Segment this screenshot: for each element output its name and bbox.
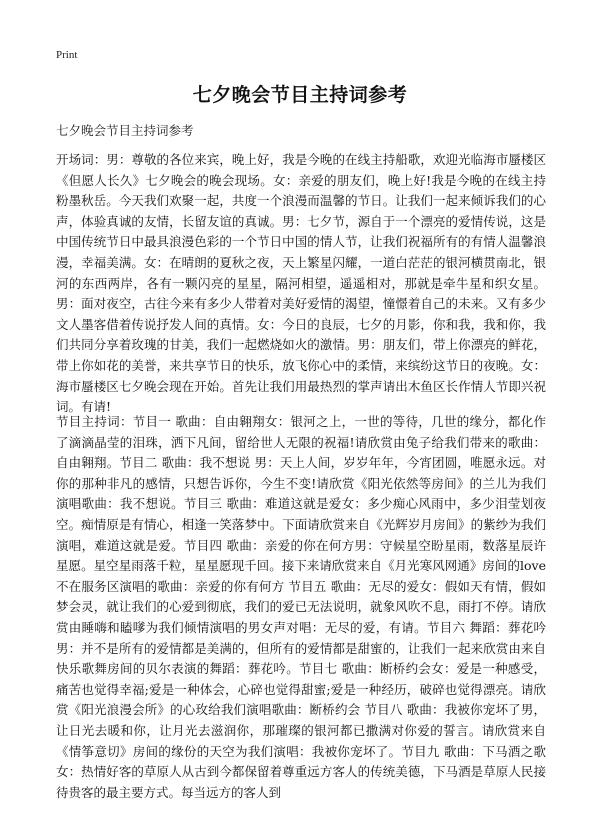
program-paragraph: 节目主持词：节目一 歌曲：自由翱翔女：银河之上，一世的等待，几世的缘分，都化作了滴滴晶莹的泪珠，洒下凡间，留给世人无限的祝福!请欣赏由兔子给我们带来的歌曲：自由翱翔。节目二 歌曲：我不想说 男：天上人间，岁岁年年，今宵团圆，唯愿永远。对你的那种非凡的感情，只想告诉你，今生不变!请欣赏《阳光依然等房间》的兰儿为我们演唱歌曲：我不想说。节目三 歌曲：难道这就是爱女：多少痴心风雨中，多少泪莹划夜空。痴情原是有情心，相逢一笑落梦中。下面请欣赏来自《光辉岁月房间》的紫纱为我们演唱，难道这就是爱。节目四 歌曲：亲爱的你在何方男：守候星空盼星雨，数落星辰许星愿。星空星雨落千粒，星星愿现千回。接下来请欣赏来自《月光寒风网通》房间的love不在服务区演唱的歌曲：亲爱的你有何方 节目五 歌曲：无尽的爱女：假如天有情，假如梦会灵，就让我们的心爱到彻底，我们的爱已无法说明，就象风吹不息，雨打不停。请欣赏由睡嗨和瞌嗲为我们倾情演唱的男女声对唱：无尽的爱，有请。节目六 舞蹈：葬花吟男：并不是所有的爱情都是美满的，但所有的爱情都是甜蜜的，让我们一起来欣赏由来自快乐歌舞房间的贝尔表演的舞蹈：葬花吟。节目七 歌曲：断桥约会女：爱是一种感受，痛苦也觉得幸福;爱是一种体会，心碎也觉得甜蜜;爱是一种经历，破碎也觉得漂亮。请欣赏《阳光浪漫会所》的心玫给我们演唱歌曲：断桥约会 节目八 歌曲：我被你宠坏了男，让日光去暖和你，让月光去滋润你，那璀璨的银河都已撒满对你爱的誓言。请欣赏来自《情筝意切》房间的缘份的天空为我们演唱：我被你宠坏了。节目九 歌曲：下马酒之歌女：热情好客的草原人从古到今都保留着尊重远方客人的传统美德，下马酒是草原人民接待贵客的最主要方式。每当远方的客人到 bbox=[56, 414, 546, 800]
document-title: 七夕晚会节目主持词参考 bbox=[192, 84, 408, 106]
print-label[interactable]: Print bbox=[56, 49, 78, 61]
document-subtitle: 七夕晚会节目主持词参考 bbox=[56, 123, 194, 138]
opening-paragraph: 开场词：男：尊敬的各位来宾，晚上好，我是今晚的在线主持船歌，欢迎光临海市蜃楼区《但愿人长久》七夕晚会的晚会现场。女：亲爱的朋友们，晚上好!我是今晚的在线主持粉墨秋岳。今天我们欢聚一起，共度一个浪漫而温馨的节日。让我们一起来倾诉我们的心声，体验真诚的友情，长留友谊的真诚。男：七夕节，源自于一个漂亮的爱情传说，这是中国传统节日中最具浪漫色彩的一个节日中国的情人节，让我们祝福所有的有情人温馨浪漫，幸福美满。女：在晴朗的夏秋之夜，天上繁星闪耀，一道白茫茫的银河横贯南北，银河的东西两岸，各有一颗闪亮的星星，隔河相望，遥遥相对，那就是牵牛星和织女星。男：面对夜空，古往今来有多少人带着对美好爱情的渴望，憧憬着自己的未来。又有多少文人墨客借着传说抒发人间的真情。女：今日的良辰，七夕的月影，你和我，我和你，我们共同分享着玫瑰的甘美，我们一起燃烧如火的激情。男：朋友们，带上你漂亮的鲜花，带上你如花的美誉，来共享节日的快乐，放飞你心中的柔情，来缤纷这节日的夜晚。女：海市蜃楼区七夕晚会现在开始。首先让我们用最热烈的掌声请出木鱼区长作情人节即兴祝词。有请! bbox=[56, 152, 546, 415]
